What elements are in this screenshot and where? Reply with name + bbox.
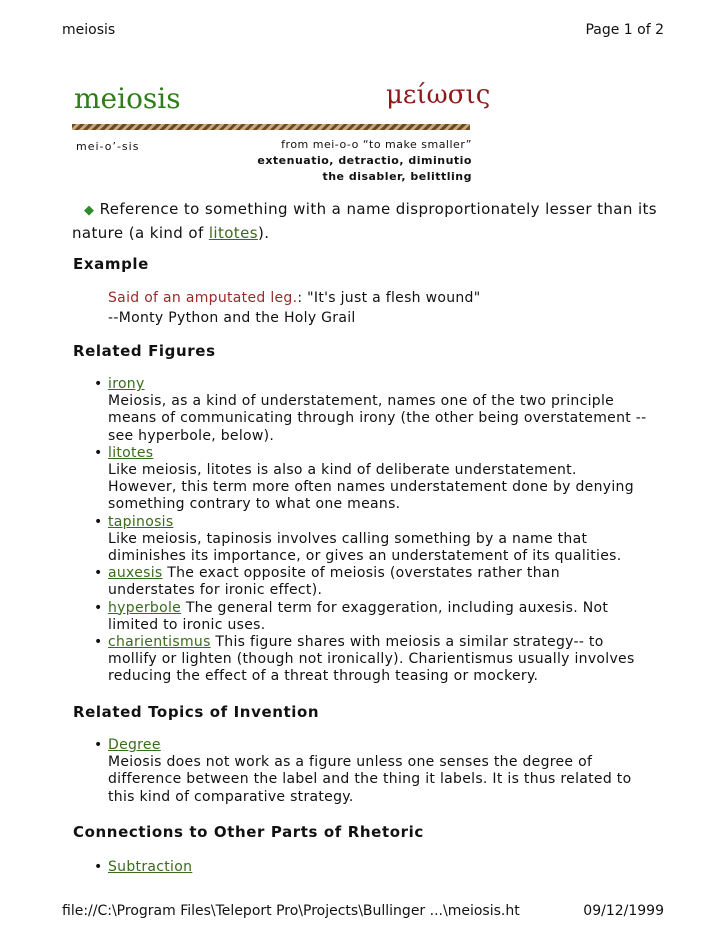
list-item-text: This figure shares with meiosis a similar strategy-- to mollify or lighten (though not ironically). Charientismus usually involves reducing the effect of a threat through teasing or mockery. <box>108 634 635 685</box>
list-item <box>90 600 650 634</box>
bullet-icon: • <box>94 737 103 753</box>
definition-end: ). <box>257 224 270 242</box>
example-quote: "It's just a flesh wound" <box>307 290 481 306</box>
list-item <box>90 859 650 876</box>
bullet-icon: • <box>94 634 103 651</box>
diamond-icon: ◆ <box>84 203 95 218</box>
footer-path: file://C:\Program Files\Teleport Pro\Projects\Bullinger ...\meiosis.ht <box>62 903 520 919</box>
list-item <box>90 737 650 806</box>
footer-date: 09/12/1999 <box>583 903 664 919</box>
definition <box>72 198 662 244</box>
bullet-icon: • <box>94 513 103 530</box>
etymology-english: the disabler, belittling <box>322 170 472 183</box>
list-item-text: Like meiosis, tapinosis involves calling something by a name that diminishes its importance, or gives an understatement of its qualities. <box>108 530 622 565</box>
list-item-text: Meiosis does not work as a figure unless one senses the degree of difference between the label and the thing it labels. It is thus related to this kind of comparative strategy. <box>108 754 632 805</box>
term-title: meiosis <box>74 82 181 115</box>
link-degree[interactable]: Degree <box>108 737 161 753</box>
example-source: Said of an amputated leg. <box>108 290 298 306</box>
example-heading: Example <box>73 255 149 273</box>
example-sep: : <box>297 290 308 306</box>
etymology <box>250 137 472 185</box>
header-page-number: Page 1 of 2 <box>585 22 664 38</box>
list-item-text: Like meiosis, litotes is also a kind of deliberate understatement. However, this term more often names understatement done by denying something contrary to what one means. <box>108 462 634 513</box>
link-irony[interactable]: irony <box>108 376 145 392</box>
bullet-icon: • <box>94 565 103 582</box>
list-item <box>90 634 650 686</box>
bullet-icon: • <box>94 376 103 392</box>
pronunciation: mei-o’-sis <box>76 140 140 153</box>
related-topics-list <box>90 737 650 806</box>
link-auxesis[interactable]: auxesis <box>108 565 163 582</box>
link-subtraction[interactable]: Subtraction <box>108 859 193 875</box>
connections-list <box>90 859 650 876</box>
print-header <box>62 22 664 42</box>
definition-link-litotes[interactable]: litotes <box>208 224 258 242</box>
link-litotes[interactable]: litotes <box>108 444 154 461</box>
definition-text: Reference to something with a name disproportionately lesser than its nature (a kind of <box>72 200 658 242</box>
header-title: meiosis <box>62 22 116 38</box>
example-attribution: --Monty Python and the Holy Grail <box>108 310 356 326</box>
list-item <box>90 565 650 599</box>
decorative-band <box>72 124 470 130</box>
related-topics-heading: Related Topics of Invention <box>73 703 320 721</box>
related-figures-list <box>90 376 650 686</box>
list-item <box>90 445 650 514</box>
list-item-text: The general term for exaggeration, including auxesis. Not limited to ironic uses. <box>108 599 609 633</box>
list-item-text: The exact opposite of meiosis (overstates rather than understates for ironic effect). <box>108 565 560 599</box>
connections-heading: Connections to Other Parts of Rhetoric <box>73 823 424 841</box>
example-block <box>108 288 480 328</box>
bullet-icon: • <box>94 859 103 875</box>
list-item <box>90 514 650 566</box>
list-item-text: Meiosis, as a kind of understatement, names one of the two principle means of communicating through irony (the other being overstatement -- see hyperbole, below). <box>108 393 647 444</box>
term-greek: μείωσις <box>386 80 491 110</box>
bullet-icon: • <box>94 599 103 616</box>
link-tapinosis[interactable]: tapinosis <box>108 513 174 530</box>
link-hyperbole[interactable]: hyperbole <box>108 599 182 616</box>
list-item <box>90 376 650 445</box>
link-charientismus[interactable]: charientismus <box>108 634 211 651</box>
etymology-latin: extenuatio, detractio, diminutio <box>257 154 472 167</box>
etymology-origin: from mei-o-o “to make smaller” <box>281 138 472 151</box>
bullet-icon: • <box>94 444 103 461</box>
related-figures-heading: Related Figures <box>73 342 216 360</box>
print-footer <box>62 903 664 923</box>
